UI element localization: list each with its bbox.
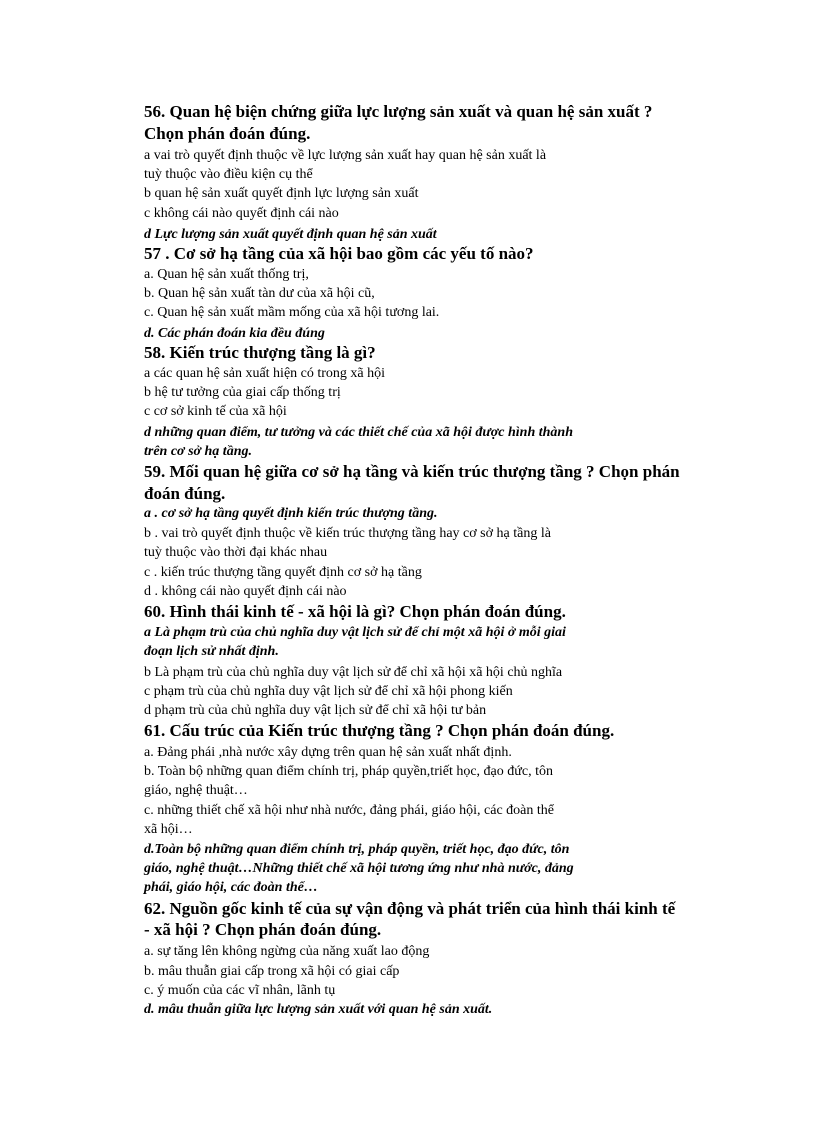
- question-line: 61. Cấu trúc của Kiến trúc thượng tầng ? Chọn phán đoán đúng.: [144, 721, 615, 740]
- question-line: - xã hội ? Chọn phán đoán đúng.: [144, 920, 382, 939]
- option-line: d phạm trù của chủ nghĩa duy vật lịch sử để chỉ xã hội tư bản: [144, 703, 487, 718]
- answer-line: a . cơ sở hạ tầng quyết định kiến trúc thượng tầng.: [144, 506, 438, 521]
- option-line: c không cái nào quyết định cái nào: [144, 206, 339, 221]
- question-line: 57 . Cơ sở hạ tầng của xã hội bao gồm các yếu tố nào?: [144, 244, 534, 263]
- question-line: đoán đúng.: [144, 484, 226, 503]
- answer-line: d những quan điểm, tư tưởng và các thiết chế của xã hội được hình thành: [144, 425, 573, 440]
- answer-line: giáo, nghệ thuật…Những thiết chế xã hội tương ứng như nhà nước, đảng: [144, 861, 574, 876]
- question-line: 60. Hình thái kinh tế - xã hội là gì? Chọn phán đoán đúng.: [144, 602, 566, 621]
- option-line: c cơ sở kinh tế của xã hội: [144, 404, 287, 419]
- option-line: a. Quan hệ sản xuất thống trị,: [144, 267, 309, 282]
- answer-line: phái, giáo hội, các đoàn thể…: [144, 880, 318, 895]
- option-line: b hệ tư tưởng của giai cấp thống trị: [144, 385, 341, 400]
- option-line: c. những thiết chế xã hội như nhà nước, đảng phái, giáo hội, các đoàn thể: [144, 803, 554, 818]
- answer-line: a Là phạm trù của chủ nghĩa duy vật lịch sử để chỉ một xã hội ở mỗi giai: [144, 625, 566, 640]
- option-line: b . vai trò quyết định thuộc về kiến trúc thượng tầng hay cơ sở hạ tầng là: [144, 526, 551, 541]
- option-line: b. Quan hệ sản xuất tàn dư của xã hội cũ,: [144, 286, 375, 301]
- option-line: tuỳ thuộc vào điều kiện cụ thể: [144, 167, 313, 182]
- option-line: a. Đảng phái ,nhà nước xây dựng trên quan hệ sản xuất nhất định.: [144, 745, 512, 760]
- answer-line: d.Toàn bộ những quan điểm chính trị, pháp quyền, triết học, đạo đức, tôn: [144, 842, 570, 857]
- option-line: giáo, nghệ thuật…: [144, 783, 248, 798]
- option-line: c. Quan hệ sản xuất mầm mống của xã hội tương lai.: [144, 305, 440, 320]
- option-line: xã hội…: [144, 822, 193, 837]
- answer-line: d. Các phán đoán kia đều đúng: [144, 326, 325, 341]
- option-line: a các quan hệ sản xuất hiện có trong xã hội: [144, 366, 386, 381]
- option-line: b Là phạm trù của chủ nghĩa duy vật lịch sử để chỉ xã hội xã hội chủ nghĩa: [144, 665, 563, 680]
- option-line: d . không cái nào quyết định cái nào: [144, 584, 347, 599]
- option-line: c phạm trù của chủ nghĩa duy vật lịch sử để chỉ xã hội phong kiến: [144, 684, 513, 699]
- question-line: 59. Mối quan hệ giữa cơ sở hạ tầng và kiến trúc thượng tầng ? Chọn phán: [144, 462, 680, 481]
- answer-line: đoạn lịch sử nhất định.: [144, 644, 279, 659]
- question-line: Chọn phán đoán đúng.: [144, 124, 311, 143]
- option-line: a. sự tăng lên không ngừng của năng xuất lao động: [144, 944, 430, 959]
- option-line: b. Toàn bộ những quan điểm chính trị, pháp quyền,triết học, đạo đức, tôn: [144, 764, 553, 779]
- option-line: c . kiến trúc thượng tầng quyết định cơ sở hạ tầng: [144, 565, 422, 580]
- answer-line: trên cơ sở hạ tầng.: [144, 444, 252, 459]
- question-line: 56. Quan hệ biện chứng giữa lực lượng sản xuất và quan hệ sản xuất ?: [144, 102, 653, 121]
- option-line: c. ý muốn của các vĩ nhân, lãnh tụ: [144, 983, 336, 998]
- answer-line: d Lực lượng sản xuất quyết định quan hệ sản xuất: [144, 227, 437, 242]
- question-line: 62. Nguồn gốc kinh tế của sự vận động và phát triển của hình thái kinh tế: [144, 899, 676, 918]
- question-line: 58. Kiến trúc thượng tầng là gì?: [144, 343, 376, 362]
- option-line: a vai trò quyết định thuộc về lực lượng sản xuất hay quan hệ sản xuất là: [144, 148, 547, 163]
- answer-line: d. mâu thuẫn giữa lực lượng sản xuất với quan hệ sản xuất.: [144, 1002, 493, 1017]
- option-line: b. mâu thuẫn giai cấp trong xã hội có giai cấp: [144, 964, 400, 979]
- option-line: b quan hệ sản xuất quyết định lực lượng sản xuất: [144, 186, 419, 201]
- option-line: tuỳ thuộc vào thời đại khác nhau: [144, 545, 328, 560]
